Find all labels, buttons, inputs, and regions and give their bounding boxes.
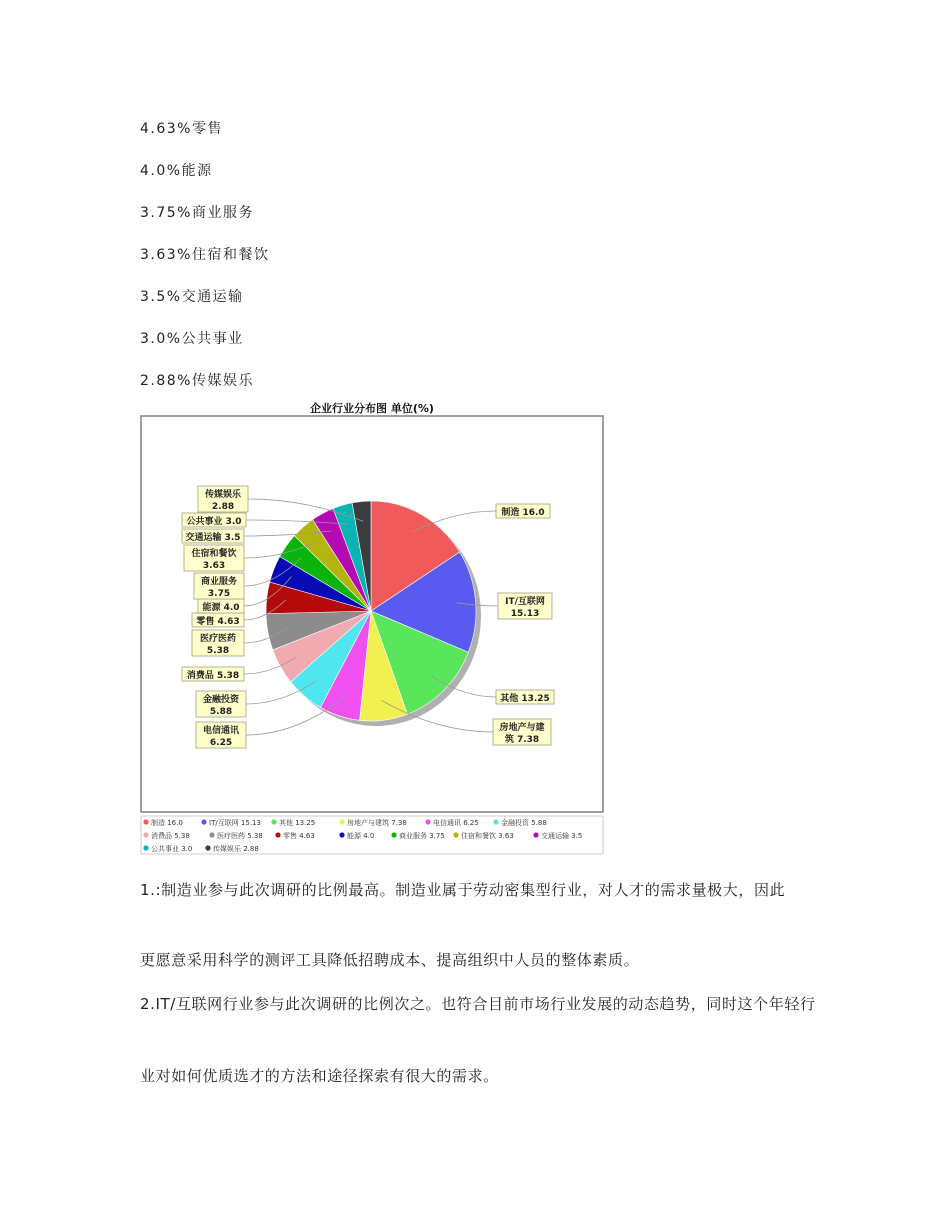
legend-entry: 交通运输 3.5	[541, 832, 583, 840]
slice-label: 筑 7.38	[504, 735, 540, 745]
slice-label: 金融投资	[202, 695, 240, 705]
legend-entry: 住宿和餐饮 3.63	[461, 832, 514, 840]
pie-chart	[138, 398, 606, 856]
slice-label: 房地产与建	[499, 723, 545, 733]
list-line: 3.5%交通运输	[140, 289, 244, 305]
list-line: 3.75%商业服务	[140, 205, 254, 221]
pie-chart-figure	[138, 398, 606, 856]
paragraph: 更愿意采用科学的测评工具降低招聘成本、提高组织中人员的整体素质。	[140, 951, 640, 969]
legend-swatch	[339, 832, 344, 837]
paragraph: 业对如何优质选才的方法和途径探索有很大的需求。	[140, 1067, 499, 1085]
chart-title: 企业行业分布图 单位(%)	[310, 402, 434, 415]
slice-label: 其他 13.25	[500, 694, 550, 704]
slice-label: 商业服务	[200, 577, 238, 587]
slice-label: 3.63	[202, 561, 226, 571]
legend-swatch	[143, 832, 148, 837]
legend-swatch	[533, 832, 538, 837]
legend-entry: 公共事业 3.0	[151, 845, 193, 853]
legend-swatch	[339, 819, 344, 824]
legend-swatch	[209, 832, 214, 837]
legend-entry: 金融投资 5.88	[501, 819, 547, 827]
list-line: 3.0%公共事业	[140, 331, 244, 347]
slice-label: 6.25	[209, 738, 233, 748]
legend-entry: 制造 16.0	[151, 819, 183, 827]
legend-entry: 商业服务 3.75	[399, 832, 445, 840]
legend-swatch	[425, 819, 430, 824]
list-line: 4.63%零售	[140, 121, 223, 137]
slice-label: IT/互联网	[505, 597, 545, 607]
legend-swatch	[453, 832, 458, 837]
legend-entry: 能源 4.0	[347, 832, 375, 840]
paragraph: 1.:制造业参与此次调研的比例最高。制造业属于劳动密集型行业，对人才的需求量极大，因此	[140, 881, 786, 899]
slice-label: 电信通讯	[202, 726, 240, 736]
slice-label: 交通运输 3.5	[185, 533, 241, 543]
slice-label: 5.88	[209, 707, 233, 717]
legend-swatch	[391, 832, 396, 837]
slice-label: 医疗医药	[199, 634, 237, 644]
legend-entry: 传媒娱乐 2.88	[213, 845, 259, 853]
slice-label: 3.75	[207, 589, 231, 599]
legend-entry: 零售 4.63	[283, 832, 315, 840]
slice-label: 传媒娱乐	[204, 490, 242, 500]
legend-entry: 医疗医药 5.38	[217, 832, 263, 840]
legend-swatch	[493, 819, 498, 824]
slice-label: 制造 16.0	[501, 508, 545, 518]
slice-label: 5.38	[206, 646, 230, 656]
legend-entry: IT/互联网 15.13	[209, 819, 261, 827]
legend-swatch	[143, 819, 148, 824]
slice-label: 零售 4.63	[196, 617, 240, 627]
slice-label: 住宿和餐饮	[191, 549, 237, 559]
paragraph: 2.IT/互联网行业参与此次调研的比例次之。也符合目前市场行业发展的动态趋势，同时这个年轻行	[140, 995, 816, 1013]
slice-label: 15.13	[510, 609, 540, 619]
slice-label: 能源 4.0	[202, 603, 240, 613]
legend-entry: 消费品 5.38	[151, 832, 190, 840]
slice-label: 消费品 5.38	[186, 671, 240, 681]
slice-label: 公共事业 3.0	[186, 517, 242, 527]
slice-label: 2.88	[211, 502, 235, 512]
legend-entry: 房地产与建筑 7.38	[347, 819, 407, 827]
legend-swatch	[271, 819, 276, 824]
list-line: 2.88%传媒娱乐	[140, 373, 254, 389]
list-line: 4.0%能源	[140, 163, 213, 179]
legend-entry: 电信通讯 6.25	[433, 819, 479, 827]
legend-swatch	[275, 832, 280, 837]
legend-entry: 其他 13.25	[279, 819, 316, 827]
list-line: 3.63%住宿和餐饮	[140, 247, 270, 263]
legend-swatch	[143, 845, 148, 850]
legend-swatch	[205, 845, 210, 850]
legend-swatch	[201, 819, 206, 824]
